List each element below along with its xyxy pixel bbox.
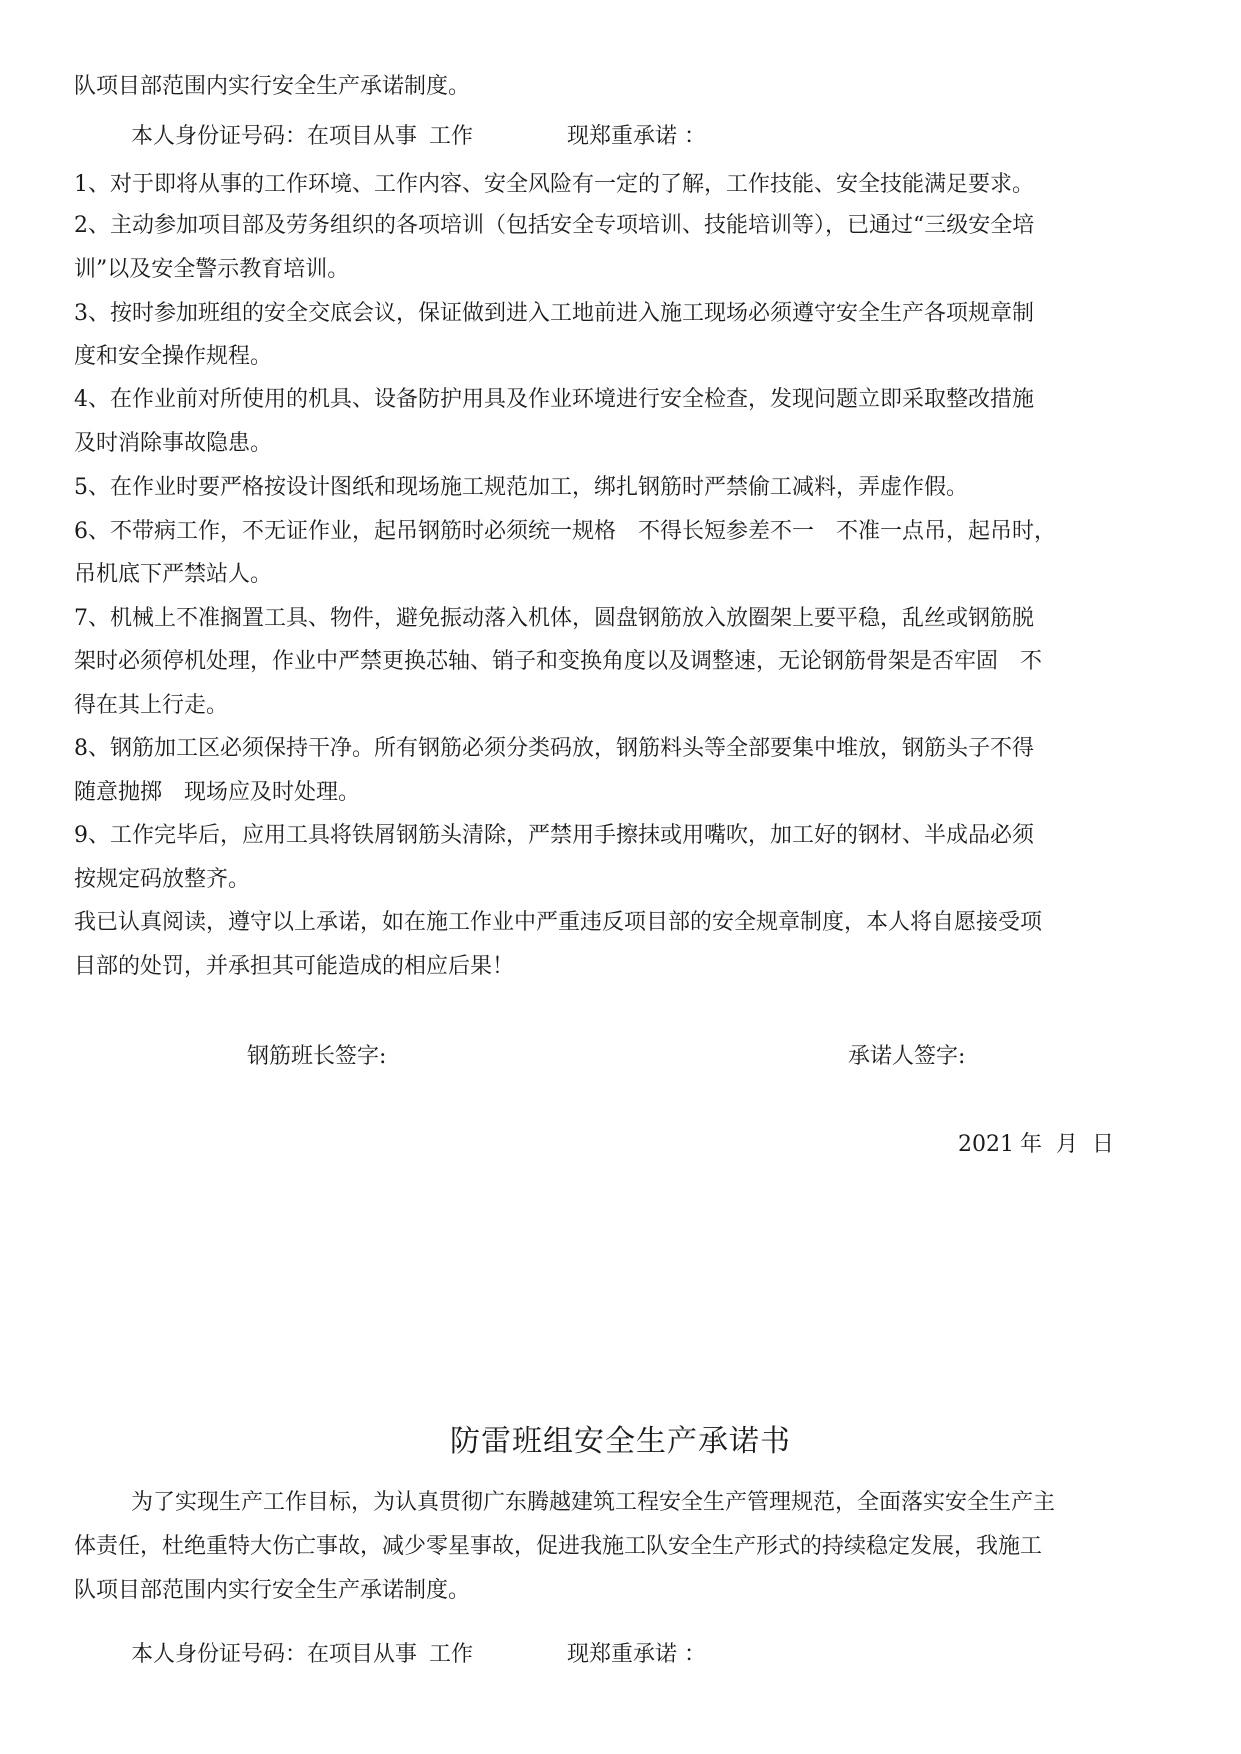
item-3-line-1: 3、按时参加班组的安全交底会议，保证做到进入工地前进入施工现场必须遵守安全生产各项规章制 <box>74 301 1035 326</box>
item-2-line-1: 2、主动参加项目部及劳务组织的各项培训（包括安全专项培训、技能培训等），已通过“三级安全培 <box>74 213 1035 238</box>
item-9-line-2: 按规定码放整齐。 <box>74 867 251 892</box>
item-7-line-1: 7、机械上不准搁置工具、物件，避免振动落入机体，圆盘钢筋放入放圈架上要平稳，乱丝或钢筋脱 <box>74 606 1035 631</box>
item-4-line-2: 及时消除事故隐患。 <box>74 431 273 456</box>
top-tail-line: 队项目部范围内实行安全生产承诺制度。 <box>74 74 471 99</box>
item-1-line-1: 1、对于即将从事的工作环境、工作内容、安全风险有一定的了解，工作技能、安全技能满足要求。 <box>74 172 1035 197</box>
item-8-line-1: 8、钢筋加工区必须保持干净。所有钢筋必须分类码放，钢筋料头等全部要集中堆放，钢筋头子不得 <box>74 736 1035 761</box>
date-day-char: 日 <box>1092 1132 1115 1157</box>
item-7-line-2 <box>74 647 1042 677</box>
second-intro-line-2: 体责任，杜绝重特大伤亡事故，减少零星事故，促进我施工队安全生产形式的持续稳定发展，我施工 <box>74 1534 1043 1559</box>
closing-line-1: 我已认真阅读，遵守以上承诺，如在施工作业中严重违反项目部的安全规章制度，本人将自愿接受项 <box>74 910 1043 935</box>
id-line <box>131 122 706 152</box>
id-label: 本人身份证号码：在项目从事 <box>131 124 418 149</box>
item-6-line-1 <box>74 517 1056 547</box>
second-id-label: 本人身份证号码：在项目从事 <box>131 1642 418 1667</box>
item-4-line-1: 4、在作业前对所使用的机具、设备防护用具及作业环境进行安全检查，发现问题立即采取整改措施 <box>74 387 1035 412</box>
item-6-part-b: 不得长短参差不一 <box>638 519 815 544</box>
second-intro-line-1: 为了实现生产工作目标，为认真贯彻广东腾越建筑工程安全生产管理规范，全面落实安全生产主 <box>131 1490 1056 1515</box>
second-promise-label: 现郑重承诺 ： <box>567 1642 707 1667</box>
second-id-line <box>131 1640 706 1670</box>
second-doc-title: 防雷班组安全生产承诺书 <box>450 1424 791 1459</box>
item-7-part-a: 架时必须停机处理，作业中严禁更换芯轴、销子和变换角度以及调整速，无论钢筋骨架是否牢固 <box>74 649 999 674</box>
item-8-line-2 <box>74 778 360 808</box>
promise-label: 现郑重承诺 ： <box>567 124 707 149</box>
date-month-char: 月 <box>1056 1132 1079 1157</box>
date-year: 2021 <box>958 1132 1014 1157</box>
item-8-part-b: 现场应及时处理。 <box>184 780 361 805</box>
date-line <box>958 1130 1114 1160</box>
item-6-line-2: 吊机底下严禁站人。 <box>74 562 273 587</box>
second-intro-line-3: 队项目部范围内实行安全生产承诺制度。 <box>74 1578 471 1603</box>
item-9-line-1: 9、工作完毕后，应用工具将铁屑钢筋头清除，严禁用手擦抹或用嘴吹，加工好的钢材、半成品必须 <box>74 823 1035 848</box>
item-7-line-3: 得在其上行走。 <box>74 693 229 718</box>
item-2-line-2: 训”以及安全警示教育培训。 <box>74 257 350 282</box>
item-7-part-b: 不 <box>1020 649 1043 674</box>
item-3-line-2: 度和安全操作规程。 <box>74 344 273 369</box>
work-label: 工作 <box>429 124 474 149</box>
promiser-signature-label: 承诺人签字: <box>848 1044 966 1069</box>
item-6-part-a: 6、不带病工作，不无证作业，起吊钢筋时必须统一规格 <box>74 519 616 544</box>
item-6-part-c: 不准一点吊，起吊时， <box>836 519 1057 544</box>
leader-signature-label: 钢筋班长签字: <box>247 1044 387 1069</box>
item-8-part-a: 随意抛掷 <box>74 780 163 805</box>
item-5-line-1: 5、在作业时要严格按设计图纸和现场施工规范加工，绑扎钢筋时严禁偷工减料，弄虚作假。 <box>74 475 969 500</box>
closing-line-2: 目部的处罚，并承担其可能造成的相应后果！ <box>74 954 515 979</box>
date-year-char: 年 <box>1020 1132 1043 1157</box>
second-work-label: 工作 <box>429 1642 474 1667</box>
